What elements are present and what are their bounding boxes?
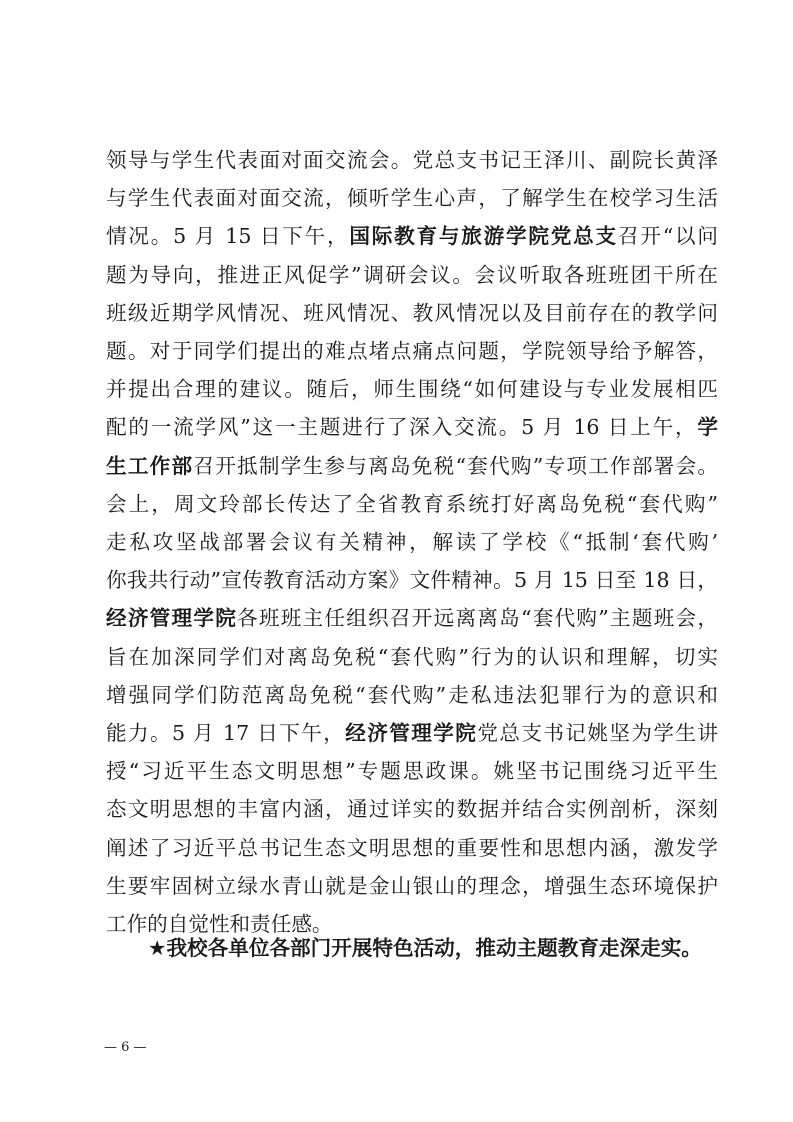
paragraph-line [106,831,718,865]
body-text-segment: 工作的自觉性和责任感。 [106,912,333,936]
paragraph-line [106,449,718,483]
paragraph-line [106,869,718,903]
body-text-segment: 阐述了习近平总书记生态文明思想的重要性和思想内涵，激发学 [106,835,718,860]
body-text-segment: 生要牢固树立绿水青山就是金山银山的理念，增强生态环境保护 [106,873,718,898]
body-text-segment: 配的一流学风”这一主题进行了深入交流。5 月 16 日上午， [106,415,698,440]
body-text-segment: 能力。5 月 17 日下午， [106,721,346,745]
body-text-segment: 党总支书记姚坚为学生讲 [477,721,718,745]
paragraph-line [106,563,718,597]
body-text-segment: 班级近期学风情况、班风情况、教风情况以及目前存在的教学问 [106,300,718,325]
paragraph-line [106,754,718,788]
body-text-segment: 召开抵制学生参与离岛免税“套代购”专项工作部署会。 [193,453,718,478]
body-text-segment: 召开“以问 [617,224,718,249]
paragraph-line [106,181,718,215]
paragraph-line [106,143,718,177]
bold-text: 经济管理学院 [106,606,238,631]
paragraph-line [106,410,718,444]
body-text-segment: 授“习近平生态文明思想”专题思政课。姚坚书记围绕习近平生 [106,759,718,784]
paragraph-line [106,258,718,292]
body-text-segment: 并提出合理的建议。随后，师生围绕“如何建设与专业发展相匹 [106,377,718,402]
body-text-segment: 与学生代表面对面交流，倾听学生心声，了解学生在校学习生活 [106,186,718,211]
body-text-segment: 领导与学生代表面对面交流会。党总支书记王泽川、副院长黄泽 [106,148,718,172]
paragraph-line [106,219,718,253]
body-text-segment: 题。对于同学们提出的难点堵点痛点问题，学院领导给予解答， [106,339,718,363]
bold-text: 国际教育与旅游学院党总支 [349,224,618,249]
bold-text: 生工作部 [106,453,194,478]
body-text-segment: 题为导向，推进正风促学”调研会议。会议听取各班班团干所在 [106,262,718,287]
body-text-segment: 会上，周文玲部长传达了全省教育系统打好离岛免税“套代购” [106,491,718,516]
body-text-segment: 你我共行动”宣传教育活动方案》文件精神。5 月 15 日至 18 日， [106,568,718,593]
paragraph-line [106,372,718,406]
paragraph-line [106,792,718,826]
bold-text: 经济管理学院 [345,721,478,745]
paragraph-line [106,678,718,712]
bold-text: 学 [697,415,718,440]
body-text-segment: 旨在加深同学们对离岛免税“套代购”行为的认识和理解，切实 [106,644,718,669]
paragraph-line [106,640,718,674]
paragraph-line [106,296,718,330]
section-heading: ★我校各单位各部门开展特色活动，推动主题教育走深走实。 [148,936,702,960]
body-text-segment: 态文明思想的丰富内涵，通过详实的数据并结合实例剖析，深刻 [106,797,718,822]
body-text-segment: 情况。5 月 15 日下午， [106,224,350,249]
body-text-segment: 增强同学们防范离岛免税“套代购”走私违法犯罪行为的意识和 [106,682,718,707]
page-number: — 6 — [104,1040,147,1055]
paragraph-line [106,487,718,521]
paragraph-line [106,334,718,368]
body-text-segment: 各班班主任组织召开远离离岛“套代购”主题班会， [237,606,718,631]
paragraph-line [106,716,718,750]
body-text-segment: 走私攻坚战部署会议有关精神，解读了学校《“抵制‘套代购’ [106,530,718,554]
paragraph-line [106,525,718,559]
paragraph-line [106,601,718,635]
